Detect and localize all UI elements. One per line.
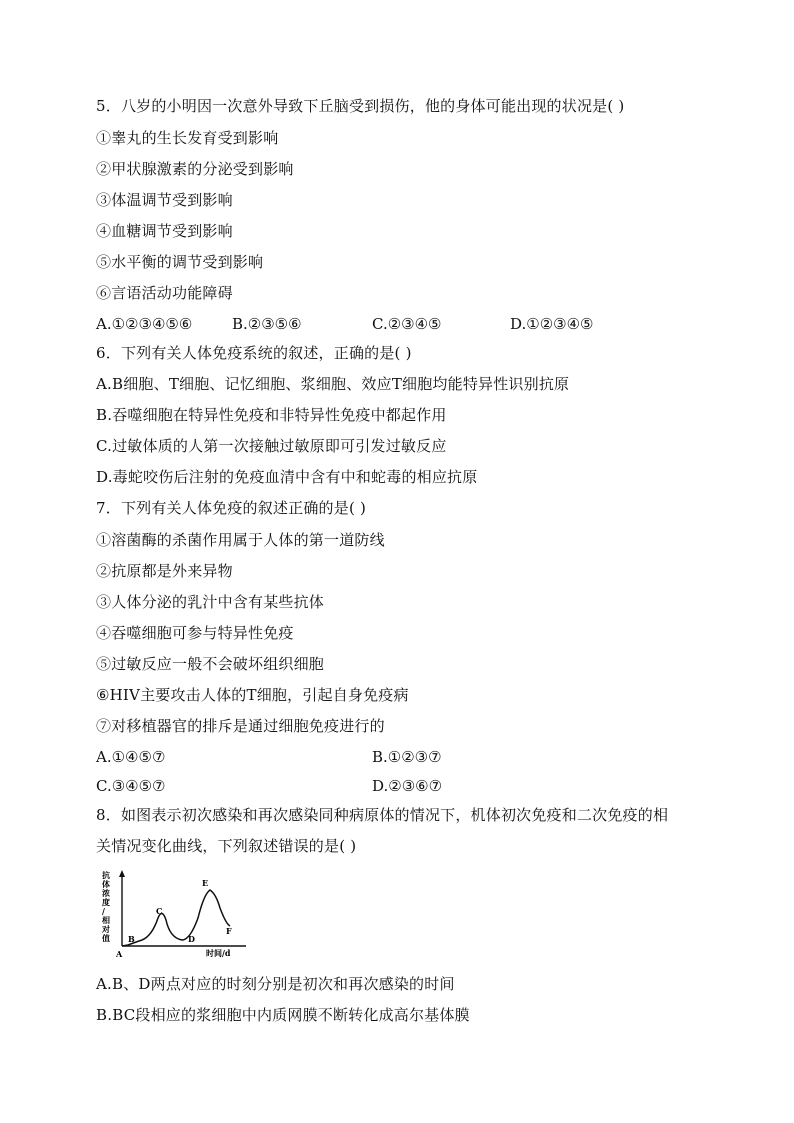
q5-item-2: ②甲状腺激素的分泌受到影响 [96, 160, 294, 178]
q8-option-b: B.BC段相应的浆细胞中内质网膜不断转化成高尔基体膜 [96, 1006, 470, 1024]
fig-xlabel: 时间/d [206, 948, 231, 958]
fig-point-a: A [116, 949, 123, 959]
fig-point-e: E [202, 878, 209, 888]
fig-antibody-curve [122, 890, 230, 946]
q7-stem: 7．下列有关人体免疫的叙述正确的是( ) [96, 499, 367, 517]
fig-point-f: F [226, 926, 232, 936]
q7-item-3: ③人体分泌的乳汁中含有某些抗体 [96, 593, 325, 611]
q7-item-2: ②抗原都是外来异物 [96, 562, 233, 580]
q5-item-6: ⑥言语活动功能障碍 [96, 284, 233, 302]
q6-option-a: A.B细胞、T细胞、记忆细胞、浆细胞、效应T细胞均能特异性识别抗原 [96, 375, 570, 393]
q6-option-d: D.毒蛇咬伤后注射的免疫血清中含有中和蛇毒的相应抗原 [96, 468, 478, 486]
fig-point-d: D [188, 934, 195, 944]
q6-option-c: C.过敏体质的人第一次接触过敏原即可引发过敏反应 [96, 437, 447, 455]
q8-stem-line2: 关情况变化曲线，下列叙述错误的是( ) [96, 837, 357, 855]
q6-stem: 6．下列有关人体免疫系统的叙述，正确的是( ) [96, 344, 412, 362]
q7-item-5: ⑤过敏反应一般不会破坏组织细胞 [96, 655, 325, 673]
q5-item-3: ③体温调节受到影响 [96, 191, 233, 209]
q7-option-d: D.②③⑥⑦ [372, 777, 443, 795]
q7-item-6: ⑥HIV主要攻击人体的T细胞，引起自身免疫病 [96, 686, 409, 704]
fig-ylabel: 抗 体 浓 度 / 相 对 值 [102, 870, 110, 943]
q5-option-d: D.①②③④⑤ [510, 315, 594, 333]
q5-item-1: ①睾丸的生长发育受到影响 [96, 129, 279, 147]
q5-item-5: ⑤水平衡的调节受到影响 [96, 253, 264, 271]
fig-point-b: B [128, 934, 135, 944]
q5-stem: 5．八岁的小明因一次意外导致下丘脑受到损伤，他的身体可能出现的状况是( ) [96, 97, 625, 115]
q7-item-4: ④吞噬细胞可参与特异性免疫 [96, 624, 294, 642]
q5-option-c: C.②③④⑤ [372, 315, 442, 333]
q7-item-7: ⑦对移植器官的排斥是通过细胞免疫进行的 [96, 717, 385, 735]
q5-option-a: A.①②③④⑤⑥ [96, 315, 193, 333]
q8-stem-line1: 8．如图表示初次感染和再次感染同种病原体的情况下，机体初次免疫和二次免疫的相 [96, 806, 669, 824]
q5-item-4: ④血糖调节受到影响 [96, 222, 233, 240]
q5-option-b: B.②③⑤⑥ [232, 315, 302, 333]
q7-option-a: A.①④⑤⑦ [96, 748, 166, 766]
q8-option-a: A.B、D两点对应的时刻分别是初次和再次感染的时间 [96, 975, 455, 993]
fig-point-c: C [156, 906, 163, 916]
q7-option-b: B.①②③⑦ [372, 748, 442, 766]
fig-y-arrow [119, 870, 125, 877]
q6-option-b: B.吞噬细胞在特异性免疫和非特异性免疫中都起作用 [96, 406, 447, 424]
q7-option-c: C.③④⑤⑦ [96, 777, 166, 795]
q7-item-1: ①溶菌酶的杀菌作用属于人体的第一道防线 [96, 531, 385, 549]
antibody-curve-figure [98, 868, 258, 960]
fig-ylabel-c1: 抗 [102, 870, 110, 880]
